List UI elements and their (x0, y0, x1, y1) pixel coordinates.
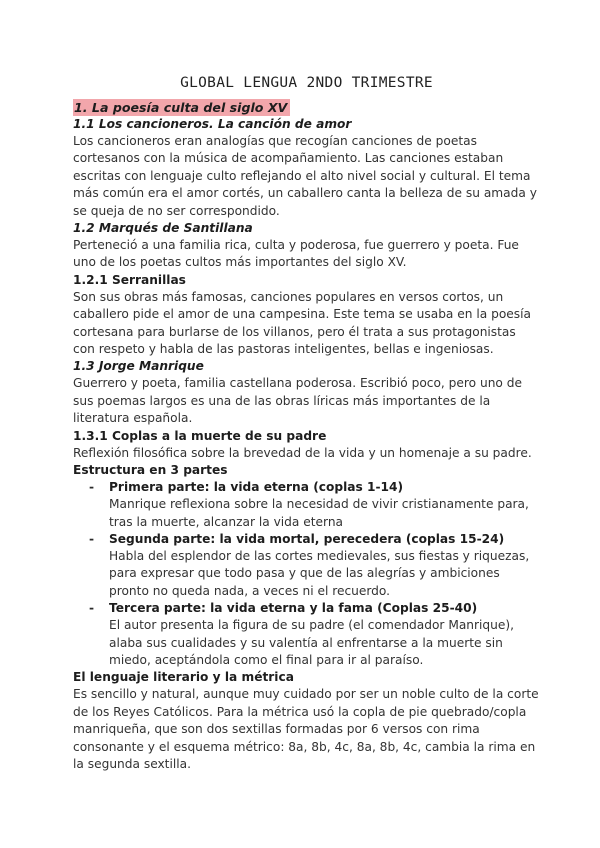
part-text: El autor presenta la figura de su padre (el comendador Manrique), alaba sus cualidades y su valentía al enfrentarse a la muerte sin miedo, aceptándola como el final para ir al paraíso. (109, 618, 515, 667)
part-title: Tercera parte: la vida eterna y la fama (Coplas 25-40) (109, 601, 478, 616)
subheading-1-3: 1.3 Jorge Manrique (73, 359, 204, 374)
highlighted-heading: 1. La poesía culta del siglo XV (73, 99, 290, 116)
list-item (89, 600, 540, 669)
part-text: Manrique reflexiona sobre la necesidad de vivir cristianamente para, tras la muerte, alcanzar la vida eterna (109, 497, 529, 529)
bullet-dash: - (89, 531, 95, 546)
section-heading-1 (73, 97, 540, 116)
language-heading: El lenguaje literario y la métrica (73, 670, 294, 685)
parts-list (73, 479, 540, 669)
paragraph-serranillas: Son sus obras más famosas, canciones populares en versos cortos, un caballero pide el amor de una campesina. Este tema se usaba en la poesía cortesana para burlarse de los villanos, pero él trata a sus protagonistas con respeto y habla de las pastoras inteligentes, bellas e ingeniosas. (73, 289, 531, 357)
structure-heading: Estructura en 3 partes (73, 463, 228, 478)
paragraph-language: Es sencillo y natural, aunque muy cuidado por ser un noble culto de la corte de los Reyes Católicos. Para la métrica usó la copla de pie quebrado/copla manriqueña, que son dos sextillas formadas por 6 versos con rima consonante y el esquema métrico: 8a, 8b, 4c, 8a, 8b, 4c, cambia la rima en la segunda sextilla. (73, 687, 539, 771)
bullet-dash: - (89, 480, 95, 495)
part-text: Habla del esplendor de las cortes medievales, sus fiestas y riquezas, para expresar que todo pasa y que de las alegrías y ambiciones pronto no queda nada, a veces ni el recuerdo. (109, 548, 530, 598)
subheading-1-2: 1.2 Marqués de Santillana (73, 221, 253, 236)
subheading-1-3-1: 1.3.1 Coplas a la muerte de su padre (73, 428, 327, 443)
document-title: GLOBAL LENGUA 2NDO TRIMESTRE (180, 75, 433, 91)
list-item (89, 531, 540, 600)
paragraph-manrique: Guerrero y poeta, familia castellana poderosa. Escribió poco, pero uno de sus poemas largos es una de las obras líricas más importantes de la literatura española. (73, 376, 522, 426)
part-title: Segunda parte: la vida mortal, perecedera (coplas 15-24) (109, 531, 505, 546)
part-title: Primera parte: la vida eterna (coplas 1-14) (109, 480, 404, 495)
subheading-1-2-1: 1.2.1 Serranillas (73, 272, 186, 287)
list-item (89, 479, 540, 531)
paragraph-cancioneros: Los cancioneros eran analogías que recogían canciones de poetas cortesanos con la música de acompañamiento. Las canciones estaban escritas con lenguaje culto reflejando el alto nivel social y cultural. El tema más común era el amor cortés, un caballero canta la belleza de su amada y se queja de no ser correspondido. (73, 134, 537, 218)
subheading-1-1: 1.1 Los cancioneros. La canción de amor (73, 117, 352, 131)
bullet-dash: - (89, 601, 95, 616)
paragraph-coplas: Reflexión filosófica sobre la brevedad de la vida y un homenaje a su padre. (73, 445, 532, 460)
paragraph-santillana: Perteneció a una familia rica, culta y poderosa, fue guerrero y poeta. Fue uno de los poetas cultos más importantes del siglo XV. (73, 238, 519, 270)
